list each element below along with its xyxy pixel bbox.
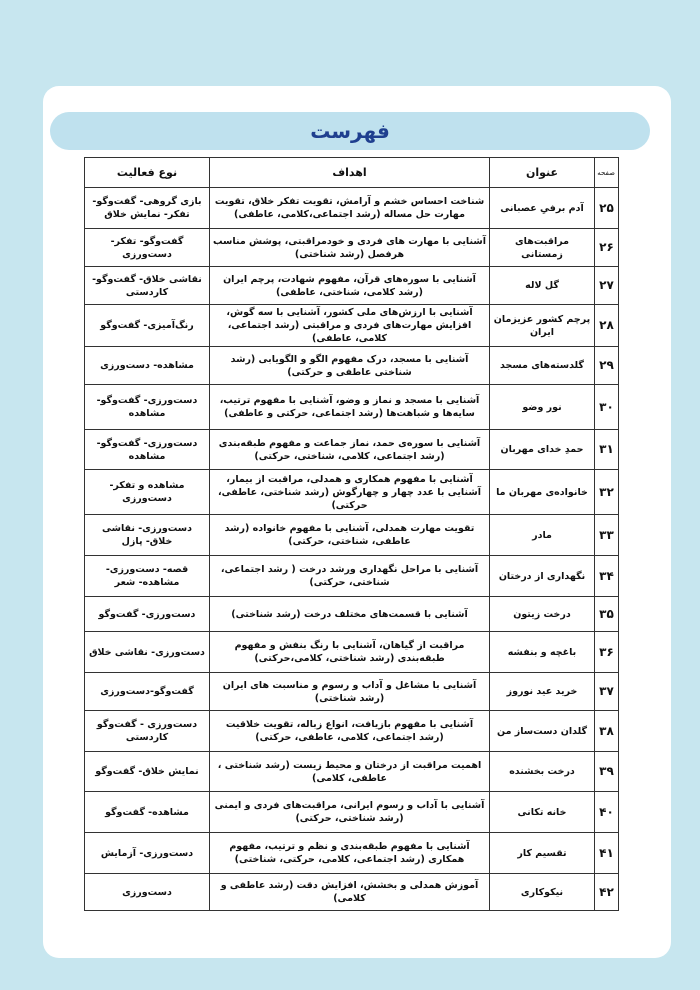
cell-title: خانه تکانی <box>490 792 595 833</box>
table-row <box>85 673 619 711</box>
table-row <box>85 267 619 305</box>
table-row <box>85 385 619 430</box>
cell-goals: آشنایی با قسمت‌های مختلف درخت (رشد شناختی) <box>210 597 490 632</box>
cell-goals: آشنایی با مشاغل و آداب و رسوم و مناسبت های ایران (رشد شناختی) <box>210 673 490 711</box>
cell-goals: آشنایی با مفهوم بازیافت، انواع زباله، تقویت خلاقیت (رشد اجتماعی، کلامی، عاطفی، حرکتی) <box>210 711 490 752</box>
cell-page: ۲۷ <box>595 267 619 305</box>
cell-page: ۳۰ <box>595 385 619 430</box>
cell-goals: آشنایی با سوره‌های قرآن، مفهوم شهادت، پرچم ایران (رشد کلامی، شناختی، عاطفی) <box>210 267 490 305</box>
cell-activity: دست‌ورزی <box>85 874 210 911</box>
cell-activity: دست‌ورزی- نقاشی خلاق- پازل <box>85 515 210 556</box>
cell-title: نیکوکاری <box>490 874 595 911</box>
table-row <box>85 188 619 229</box>
cell-title: حمدِ خدای مهربان <box>490 430 595 470</box>
table-row <box>85 229 619 267</box>
cell-title: گلدان دست‌ساز من <box>490 711 595 752</box>
cell-title: تقسیم کار <box>490 833 595 874</box>
title-banner <box>50 112 650 150</box>
cell-title: درخت بخشنده <box>490 752 595 792</box>
cell-page: ۲۶ <box>595 229 619 267</box>
cell-title: درخت زیتون <box>490 597 595 632</box>
cell-page: ۳۳ <box>595 515 619 556</box>
table-row <box>85 711 619 752</box>
table-row <box>85 874 619 911</box>
table-row <box>85 347 619 385</box>
header-activity: نوع فعالیت <box>85 158 210 188</box>
cell-goals: آشنایی با ارزش‌های ملی کشور، آشنایی با سه گوش، افزایش مهارت‌های فردی و مراقبتی (رشد اجتماعی، کلامی، عاطفی) <box>210 305 490 347</box>
cell-activity: رنگ‌آمیزی- گفت‌وگو <box>85 305 210 347</box>
cell-page: ۳۴ <box>595 556 619 597</box>
cell-page: ۲۸ <box>595 305 619 347</box>
cell-activity: بازی گروهی- گفت‌وگو- تفکر- نمایش خلاق <box>85 188 210 229</box>
cell-activity: گفت‌وگو-دست‌ورزی <box>85 673 210 711</box>
cell-title: آدم برفیِ عصبانی <box>490 188 595 229</box>
cell-page: ۳۹ <box>595 752 619 792</box>
cell-title: خانواده‌ی مهربان ما <box>490 470 595 515</box>
cell-page: ۳۶ <box>595 632 619 673</box>
cell-page: ۳۱ <box>595 430 619 470</box>
cell-activity: قصه- دست‌ورزی- مشاهده- شعر <box>85 556 210 597</box>
cell-title: باغچه و بنفشه <box>490 632 595 673</box>
cell-activity: نقاشی خلاق- گفت‌وگو- کاردستی <box>85 267 210 305</box>
table-row <box>85 752 619 792</box>
cell-page: ۴۱ <box>595 833 619 874</box>
cell-title: گلدسته‌های مسجد <box>490 347 595 385</box>
cell-goals: مراقبت از گیاهان، آشنایی با رنگ بنفش و مفهوم طبقه‌بندی (رشد شناختی، کلامی،حرکتی) <box>210 632 490 673</box>
cell-page: ۴۰ <box>595 792 619 833</box>
cell-goals: آشنایی با مسجد و نماز و وضو، آشنایی با مفهوم ترتیب، سایه‌ها و شباهت‌ها (رشد اجتماعی، حرکتی و عاطفی) <box>210 385 490 430</box>
cell-goals: اهمیت مراقبت از درختان و محیط زیست (رشد شناختی ، عاطفی، کلامی) <box>210 752 490 792</box>
header-row <box>85 158 619 188</box>
cell-activity: نمایش خلاق- گفت‌وگو <box>85 752 210 792</box>
table-row <box>85 833 619 874</box>
cell-activity: دست‌ورزی - گفت‌وگو کاردستی <box>85 711 210 752</box>
table-row <box>85 792 619 833</box>
cell-page: ۳۷ <box>595 673 619 711</box>
table-row <box>85 515 619 556</box>
cell-goals: آموزش همدلی و بخشش، افزایش دقت (رشد عاطفی و کلامی) <box>210 874 490 911</box>
table-row <box>85 632 619 673</box>
cell-page: ۴۲ <box>595 874 619 911</box>
cell-activity: مشاهده- گفت‌وگو <box>85 792 210 833</box>
cell-activity: گفت‌وگو- تفکر- دست‌ورزی <box>85 229 210 267</box>
cell-title: مراقبت‌های زمستانی <box>490 229 595 267</box>
table-row <box>85 597 619 632</box>
cell-page: ۲۹ <box>595 347 619 385</box>
cell-goals: آشنایی با مهارت های فردی و خودمراقبتی، پوشش مناسب هرفصل (رشد شناختی) <box>210 229 490 267</box>
cell-activity: مشاهده و تفکر- دست‌ورزی <box>85 470 210 515</box>
cell-title: نور وضو <box>490 385 595 430</box>
table-row <box>85 430 619 470</box>
cell-goals: آشنایی با مراحل نگهداری ورشد درخت ( رشد اجتماعی، شناختی، حرکتی) <box>210 556 490 597</box>
cell-goals: تقویت مهارت همدلی، آشنایی با مفهوم خانواده (رشد عاطفی، شناختی، حرکتی) <box>210 515 490 556</box>
table-row <box>85 305 619 347</box>
cell-activity: دست‌ورزی- گفت‌وگو- مشاهده <box>85 430 210 470</box>
cell-goals: آشنایی با سوره‌ی حمد، نماز جماعت و مفهوم طبقه‌بندی (رشد اجتماعی، کلامی، شناختی، حرکتی) <box>210 430 490 470</box>
table-row <box>85 470 619 515</box>
cell-title: گل لاله <box>490 267 595 305</box>
cell-title: خرید عید نوروز <box>490 673 595 711</box>
cell-goals: آشنایی با مسجد، درک مفهوم الگو و الگویابی (رشد شناختی عاطفی و حرکتی) <box>210 347 490 385</box>
cell-activity: دست‌ورزی- نقاشی خلاق <box>85 632 210 673</box>
cell-activity: مشاهده- دست‌ورزی <box>85 347 210 385</box>
page-title: فهرست <box>310 119 390 143</box>
cell-title: مادر <box>490 515 595 556</box>
contents-table <box>84 157 619 911</box>
cell-title: نگهداری از درختان <box>490 556 595 597</box>
cell-page: ۲۵ <box>595 188 619 229</box>
cell-activity: دست‌ورزی- گفت‌وگو- مشاهده <box>85 385 210 430</box>
cell-goals: آشنایی با مفهوم همکاری و همدلی، مراقبت از بیمار، آشنایی با عدد چهار و چهارگوش (رشد شناختی، عاطفی، حرکتی) <box>210 470 490 515</box>
cell-page: ۳۵ <box>595 597 619 632</box>
header-page: صفحه <box>595 158 619 188</box>
cell-title: پرچم کشور عزیزمان ایران <box>490 305 595 347</box>
table-row <box>85 556 619 597</box>
header-title: عنوان <box>490 158 595 188</box>
cell-page: ۳۸ <box>595 711 619 752</box>
header-goals: اهداف <box>210 158 490 188</box>
cell-goals: شناخت احساس خشم و آرامش، تقویت تفکر خلاق، تقویت مهارت حل مساله (رشد اجتماعی،کلامی، عاطفی) <box>210 188 490 229</box>
cell-page: ۳۲ <box>595 470 619 515</box>
cell-activity: دست‌ورزی- گفت‌وگو <box>85 597 210 632</box>
cell-activity: دست‌ورزی- آزمایش <box>85 833 210 874</box>
cell-goals: آشنایی با آداب و رسوم ایرانی، مراقبت‌های فردی و ایمنی (رشد شناختی، حرکتی) <box>210 792 490 833</box>
cell-goals: آشنایی با مفهوم طبقه‌بندی و نظم و ترتیب، مفهوم همکاری (رشد اجتماعی، کلامی، حرکتی، شناختی) <box>210 833 490 874</box>
